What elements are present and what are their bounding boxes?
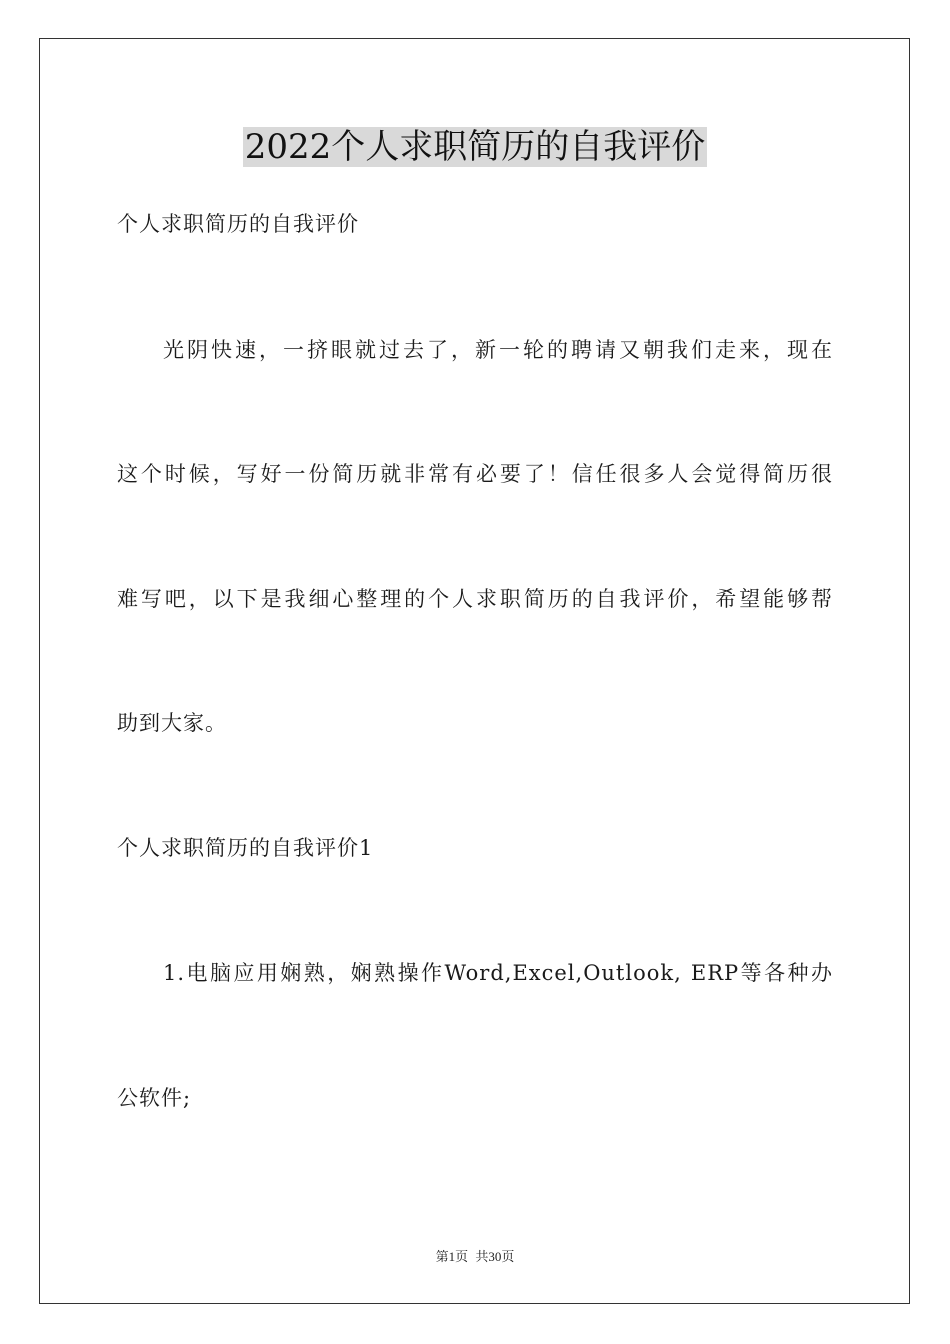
document-subtitle: 个人求职简历的自我评价 [117, 212, 359, 236]
paragraph-line: 助到大家。 [117, 711, 227, 735]
paragraph-line: 光阴快速，一挤眼就过去了，新一轮的聘请又朝我们走来，现在 [163, 338, 833, 362]
page-total: 共30页 [475, 1249, 515, 1264]
paragraph-line: 难写吧，以下是我细心整理的个人求职简历的自我评价，希望能够帮 [117, 587, 833, 611]
title-container [0, 127, 950, 167]
document-title: 2022个人求职简历的自我评价 [244, 127, 706, 167]
list-item-line: 1.电脑应用娴熟，娴熟操作Word,Excel,Outlook, ERP等各种办 [163, 961, 833, 985]
page-number: 第1页 [435, 1249, 469, 1264]
page-footer [0, 1248, 950, 1266]
section-heading: 个人求职简历的自我评价1 [117, 836, 374, 860]
paragraph-line: 这个时候，写好一份简历就非常有必要了！信任很多人会觉得简历很 [117, 462, 833, 486]
list-item-line: 公软件; [117, 1086, 192, 1110]
